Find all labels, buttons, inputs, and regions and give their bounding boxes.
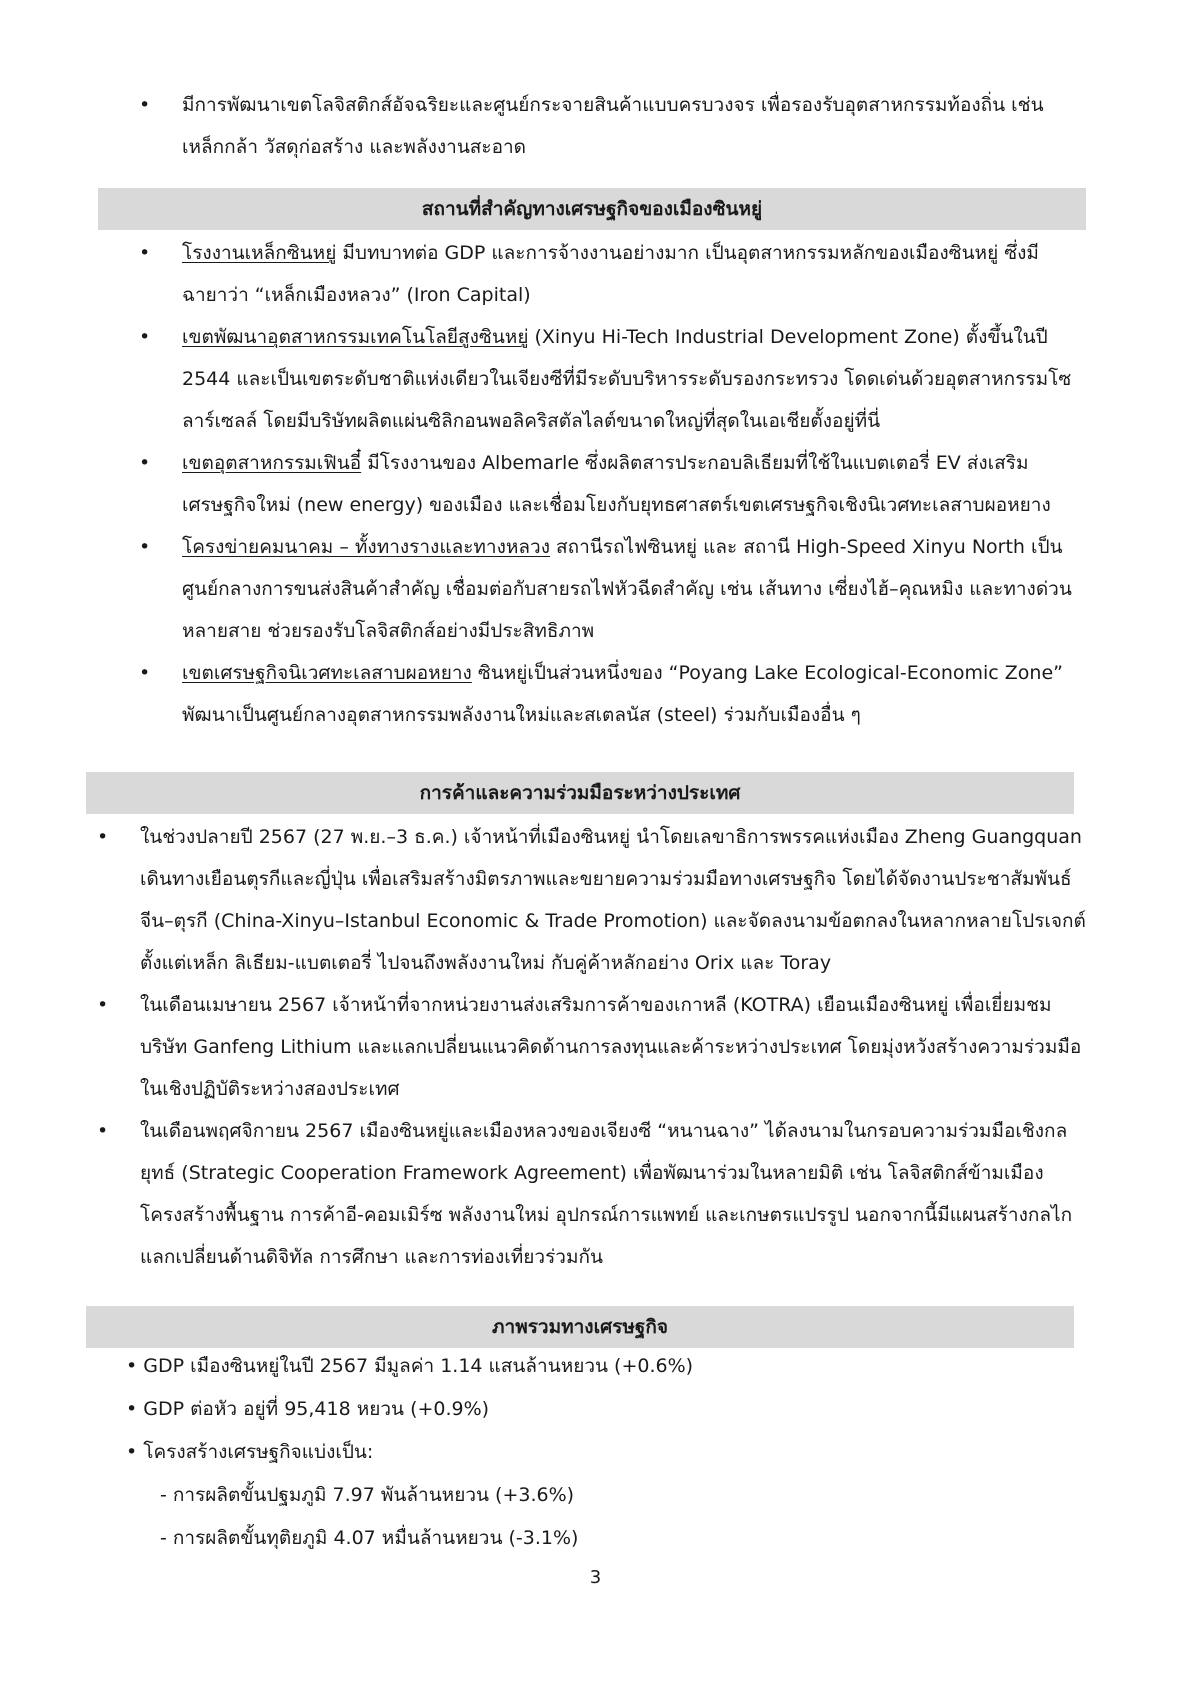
economy-sub-line: - การผลิตขั้นทุติยภูมิ 4.07 หมื่นล้านหยวน (-3.1%): [160, 1527, 579, 1549]
section-heading-trade: การค้าและความร่วมมือระหว่างประเทศ: [86, 772, 1074, 814]
list-item: [97, 984, 1088, 1110]
intro-list: [139, 84, 1084, 168]
trade-list: [97, 816, 1088, 1278]
list-item: [139, 526, 1084, 652]
bullet-dot: •: [139, 452, 151, 474]
economy-line: • GDP เมืองซินหยู่ในปี 2567 มีมูลค่า 1.14 แสนล้านหยวน (+0.6%): [126, 1355, 694, 1377]
economy-summary: [126, 1345, 1086, 1560]
bullet-dot: •: [139, 94, 151, 116]
section-heading-places: สถานที่สำคัญทางเศรษฐกิจของเมืองซินหยู่: [98, 188, 1086, 230]
place-text: สถานีรถไฟซินหยู่ และ สถานี High-Speed Xinyu North เป็นศูนย์กลางการขนส่งสินค้าสำคัญ เชื่อมต่อกับสายรถไฟหัวฉีดสำคัญ เช่น เส้นทาง เซี่ยงไฮ้–คุณหมิง และทางด่วนหลายสาย ช่วยรองรับโลจิสติกส์อย่างมีประสิทธิภาพ: [182, 536, 1072, 642]
bullet-dot: •: [139, 536, 151, 558]
place-name: โรงงานเหล็กซินหยู่: [182, 242, 337, 264]
places-list: [139, 232, 1084, 736]
list-item: [139, 84, 1084, 168]
intro-text: มีการพัฒนาเขตโลจิสติกส์อัจฉริยะและศูนย์กระจายสินค้าแบบครบวงจร เพื่อรองรับอุตสาหกรรมท้องถิ่น เช่น เหล็กกล้า วัสดุก่อสร้าง และพลังงานสะอาด: [182, 94, 1044, 158]
place-name: เขตอุตสาหกรรมเฟินอี๋: [182, 452, 362, 474]
list-item: [139, 652, 1084, 736]
list-item: [97, 816, 1088, 984]
economy-line: • GDP ต่อหัว อยู่ที่ 95,418 หยวน (+0.9%): [126, 1398, 490, 1420]
place-text: มีโรงงานของ Albemarle ซึ่งผลิตสารประกอบลิเธียมที่ใช้ในแบตเตอรี่ EV ส่งเสริมเศรษฐกิจใหม่ (new energy) ของเมือง และเชื่อมโยงกับยุทธศาสตร์เขตเศรษฐกิจเชิงนิเวศทะเลสาบผอหยาง: [182, 452, 1051, 516]
list-item: [97, 1110, 1088, 1278]
bullet-dot: •: [97, 1120, 109, 1142]
place-name: โครงข่ายคมนาคม – ทั้งทางรางและทางหลวง: [182, 536, 550, 558]
bullet-dot: •: [97, 826, 109, 848]
place-name: เขตพัฒนาอุตสาหกรรมเทคโนโลยีสูงซินหยู่: [182, 326, 529, 348]
bullet-dot: •: [139, 242, 151, 264]
trade-text: ในช่วงปลายปี 2567 (27 พ.ย.–3 ธ.ค.) เจ้าหน้าที่เมืองซินหยู่ นำโดยเลขาธิการพรรคแห่งเมือง Zheng Guangquan เดินทางเยือนตุรกีและญี่ปุ่น เพื่อเสริมสร้างมิตรภาพและขยายความร่วมมือทางเศรษฐกิจ โดยได้จัดงานประชาสัมพันธ์จีน–ตุรกี (China-Xinyu–Istanbul Economic & Trade Promotion) และจัดลงนามข้อตกลงในหลากหลายโปรเจกต์ ตั้งแต่เหล็ก ลิเธียม-แบตเตอรี่ ไปจนถึงพลังงานใหม่ กับคู่ค้าหลักอย่าง Orix และ Toray: [140, 826, 1086, 974]
place-text: ซินหยู่เป็นส่วนหนึ่งของ “Poyang Lake Ecological-Economic Zone” พัฒนาเป็นศูนย์กลางอุตสาหกรรมพลังงานใหม่และสเตลนัส (steel) ร่วมกับเมืองอื่น ๆ: [182, 662, 1063, 726]
page-number: 3: [589, 1567, 602, 1588]
trade-text: ในเดือนเมษายน 2567 เจ้าหน้าที่จากหน่วยงานส่งเสริมการค้าของเกาหลี (KOTRA) เยือนเมืองซินหยู่ เพื่อเยี่ยมชมบริษัท Ganfeng Lithium และแลกเปลี่ยนแนวคิดด้านการลงทุนและค้าระหว่างประเทศ โดยมุ่งหวังสร้างความร่วมมือในเชิงปฏิบัติระหว่างสองประเทศ: [140, 994, 1082, 1100]
bullet-dot: •: [139, 326, 151, 348]
economy-sub-line: - การผลิตขั้นปฐมภูมิ 7.97 พันล้านหยวน (+3.6%): [160, 1484, 575, 1506]
section-heading-economy: ภาพรวมทางเศรษฐกิจ: [86, 1306, 1074, 1348]
bullet-dot: •: [97, 994, 109, 1016]
trade-text: ในเดือนพฤศจิกายน 2567 เมืองซินหยู่และเมืองหลวงของเจียงซี “หนานฉาง” ได้ลงนามในกรอบความร่วมมือเชิงกลยุทธ์ (Strategic Cooperation Framework Agreement) เพื่อพัฒนาร่วมในหลายมิติ เช่น โลจิสติกส์ข้ามเมือง โครงสร้างพื้นฐาน การค้าอี-คอมเมิร์ซ พลังงานใหม่ อุปกรณ์การแพทย์ และเกษตรแปรรูป นอกจากนี้มีแผนสร้างกลไกแลกเปลี่ยนด้านดิจิทัล การศึกษา และการท่องเที่ยวร่วมกัน: [140, 1120, 1073, 1268]
bullet-dot: •: [139, 662, 151, 684]
place-text: (Xinyu Hi-Tech Industrial Development Zone) ตั้งขึ้นในปี 2544 และเป็นเขตระดับชาติแห่งเดียวในเจียงซีที่มีระดับบริหารระดับรองกระทรวง โดดเด่นด้วยอุตสาหกรรมโซลาร์เซลล์ โดยมีบริษัทผลิตแผ่นซิลิกอนพอลิคริสตัลไลต์ขนาดใหญ่ที่สุดในเอเชียตั้งอยู่ที่นี่: [182, 326, 1072, 432]
list-item: [139, 232, 1084, 316]
place-name: เขตเศรษฐกิจนิเวศทะเลสาบผอหยาง: [182, 662, 472, 684]
list-item: [139, 316, 1084, 442]
economy-line: • โครงสร้างเศรษฐกิจแบ่งเป็น:: [126, 1441, 374, 1463]
place-text: มีบทบาทต่อ GDP และการจ้างงานอย่างมาก เป็นอุตสาหกรรมหลักของเมืองซินหยู่ ซึ่งมีฉายาว่า “เหล็กเมืองหลวง” (Iron Capital): [182, 242, 1039, 306]
list-item: [139, 442, 1084, 526]
